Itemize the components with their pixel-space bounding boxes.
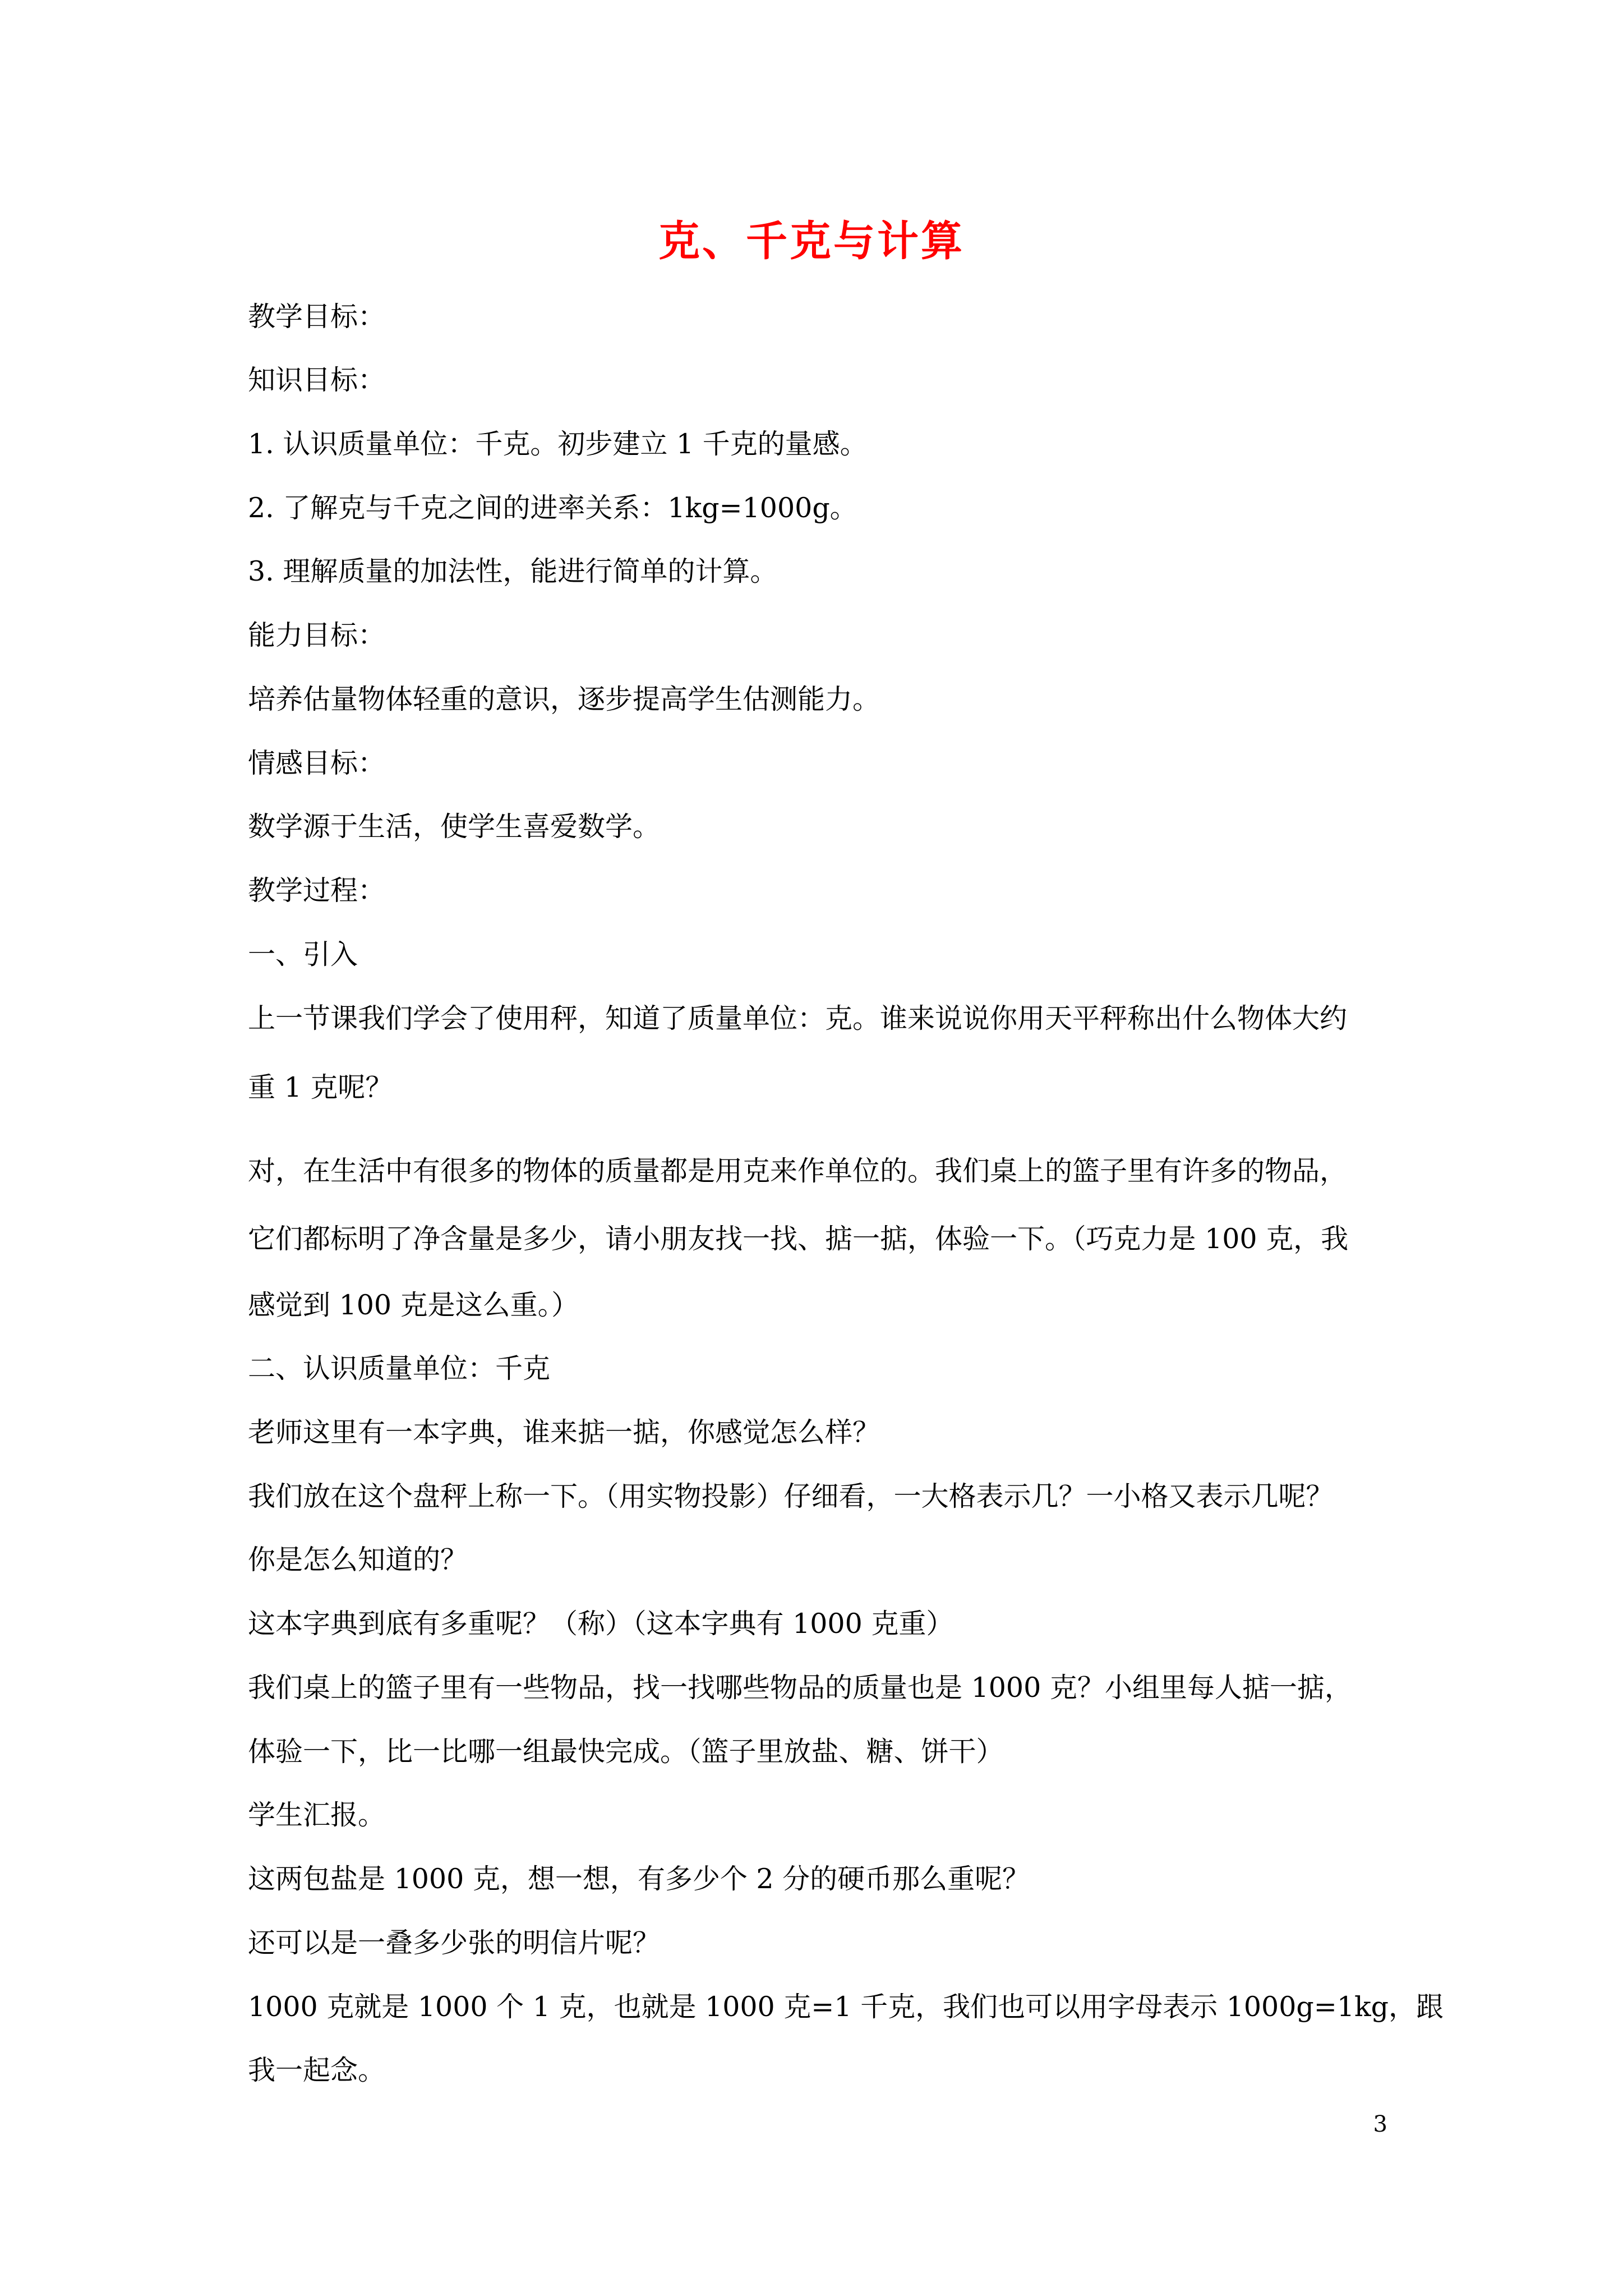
text-line: 培养估量物体轻重的意识，逐步提高学生估测能力。 [248,683,880,715]
text-line: 我们放在这个盘秤上称一下。（用实物投影）仔细看，一大格表示几？一小格又表示几呢？ [248,1480,1334,1512]
text-line: 重 1 克呢？ [248,1071,393,1103]
text-line: 3. 理解质量的加法性，能进行简单的计算。 [248,555,778,587]
page-number: 3 [1373,2111,1387,2137]
text-line: 还可以是一叠多少张的明信片呢？ [248,1927,661,1959]
text-line: 我们桌上的篮子里有一些物品，找一找哪些物品的质量也是 1000 克？小组里每人掂一掂， [248,1672,1352,1704]
text-line: 1000 克就是 1000 个 1 克，也就是 1000 克=1 千克，我们也可以用字母表示 1000g=1kg，跟 [248,1991,1444,2023]
text-line: 数学源于生活，使学生喜爱数学。 [248,811,661,843]
text-line: 我一起念。 [248,2054,386,2086]
text-line: 1. 认识质量单位：千克。初步建立 1 千克的量感。 [248,428,868,460]
text-line: 二、认识质量单位：千克 [248,1352,551,1384]
document-title: 克、千克与计算 [658,217,965,265]
text-line: 感觉到 100 克是这么重。） [248,1289,579,1321]
text-line: 它们都标明了净含量是多少，请小朋友找一找、掂一掂，体验一下。（巧克力是 100 克，我 [248,1223,1349,1255]
text-line: 情感目标： [248,747,386,779]
text-line: 你是怎么知道的？ [248,1544,468,1576]
text-line: 这本字典到底有多重呢？（称）（这本字典有 1000 克重） [248,1608,954,1640]
text-line: 能力目标： [248,619,386,651]
text-line: 一、引入 [248,938,358,970]
text-line: 2. 了解克与千克之间的进率关系：1kg=1000g。 [248,492,857,524]
text-line: 教学过程： [248,875,386,907]
text-line: 对，在生活中有很多的物体的质量都是用克来作单位的。我们桌上的篮子里有许多的物品， [248,1155,1348,1187]
text-line: 体验一下，比一比哪一组最快完成。（篮子里放盐、糖、饼干） [248,1736,1004,1768]
text-line: 知识目标： [248,364,386,396]
text-line: 这两包盐是 1000 克，想一想，有多少个 2 分的硬币那么重呢？ [248,1863,1030,1895]
text-line: 教学目标： [248,301,386,333]
text-line: 上一节课我们学会了使用秤，知道了质量单位：克。谁来说说你用天平秤称出什么物体大约 [248,1002,1348,1034]
text-line: 老师这里有一本字典，谁来掂一掂，你感觉怎么样？ [248,1416,880,1448]
text-line: 学生汇报。 [248,1799,386,1831]
